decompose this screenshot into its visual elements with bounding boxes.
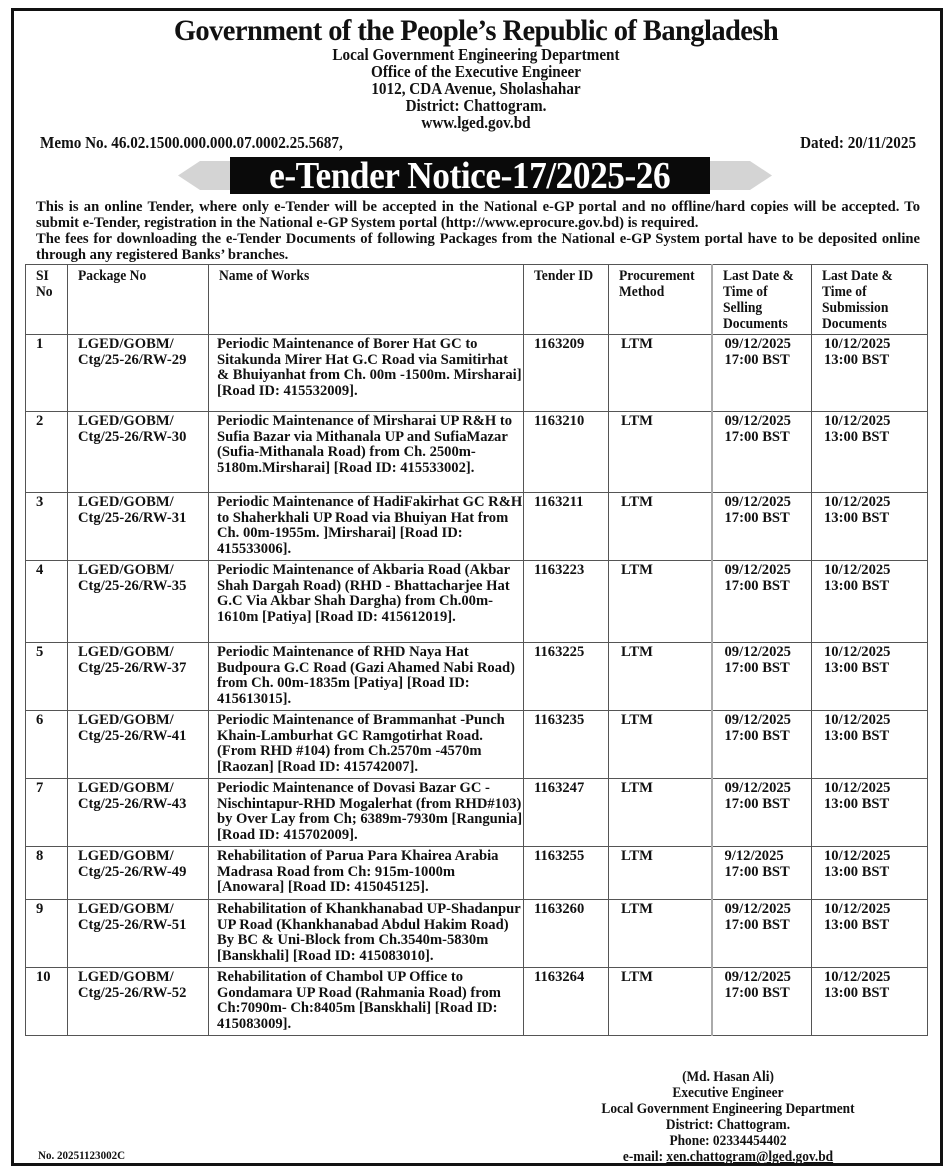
cell-name-of-works-text: Periodic Maintenance of Akbaria Road (Akbar Shah Dargah Road) (RHD - Bhattacharjee Hat G.C Via Akbar Shah Dargha) from Ch.00m-1610m [Patiya] [Road ID: 415612019]. [217, 562, 510, 625]
cell-package-no-text: LGED/GOBM/ [78, 969, 174, 985]
cell-sl-no-text: 1 [36, 336, 44, 352]
cell-package-no [68, 561, 209, 643]
cell-submission-deadline [812, 900, 928, 968]
table-row [26, 412, 928, 493]
intro-text [36, 199, 920, 263]
cell-procurement-method [609, 779, 712, 847]
cell-package-no [68, 711, 209, 779]
cell-submission-deadline-text: 10/12/2025 [824, 562, 891, 578]
signatory-phone: Phone: 02334454402 [669, 1133, 787, 1149]
cell-selling-deadline [712, 335, 812, 412]
cell-submission-deadline [812, 493, 928, 561]
cell-selling-deadline-text: 09/12/2025 [724, 413, 791, 429]
cell-package-no-text: Ctg/25-26/RW-51 [78, 916, 187, 933]
cell-submission-deadline [812, 968, 928, 1036]
cell-package-no-text: Ctg/25-26/RW-31 [78, 509, 187, 526]
cell-name-of-works [209, 412, 524, 493]
cell-sl-no-text: 7 [36, 780, 44, 796]
table-row [26, 968, 928, 1036]
cell-package-no-text: Ctg/25-26/RW-41 [78, 727, 187, 744]
cell-submission-deadline [812, 561, 928, 643]
cell-tender-id-text: 1163255 [534, 848, 585, 864]
cell-package-no-text: LGED/GOBM/ [78, 901, 174, 917]
cell-submission-deadline-text: 10/12/2025 [824, 969, 891, 985]
cell-sl-no-text: 4 [36, 562, 44, 578]
cell-sl-no [26, 493, 68, 561]
government-title: Government of the People’s Republic of Bangladesh [173, 14, 779, 47]
cell-selling-deadline-text: 09/12/2025 [724, 494, 791, 510]
cell-package-no [68, 900, 209, 968]
cell-selling-deadline-text: 17:00 BST [724, 577, 790, 594]
cell-submission-deadline-text: 13:00 BST [824, 351, 890, 368]
cell-selling-deadline [712, 493, 812, 561]
cell-package-no-text: Ctg/25-26/RW-29 [78, 351, 187, 368]
cell-sl-no-text: 5 [36, 644, 44, 660]
cell-procurement-method [609, 561, 712, 643]
cell-package-no [68, 643, 209, 711]
cell-package-no-text: Ctg/25-26/RW-35 [78, 577, 187, 594]
cell-name-of-works-text: Rehabilitation of Parua Para Khairea Arabia Madrasa Road from Ch: 915m-1000m [Anowara] [Road ID: 415045125]. [217, 848, 499, 895]
cell-sl-no-text: 3 [36, 494, 44, 510]
office-district: District: Chattogram. [405, 96, 547, 115]
tender-table [25, 264, 928, 1036]
cell-selling-deadline-text: 09/12/2025 [724, 901, 791, 917]
cell-submission-deadline-text: 13:00 BST [824, 659, 890, 676]
cell-package-no-text: LGED/GOBM/ [78, 336, 174, 352]
cell-tender-id [524, 711, 609, 779]
header-tender-id: Tender ID [524, 265, 609, 335]
cell-selling-deadline-text: 09/12/2025 [724, 562, 791, 578]
cell-package-no-text: LGED/GOBM/ [78, 712, 174, 728]
signatory-name: (Md. Hasan Ali) [682, 1069, 774, 1085]
cell-submission-deadline [812, 711, 928, 779]
cell-name-of-works-text: Periodic Maintenance of Brammanhat -Punch Khain-Lamburhat GC Ramgotirhat Road. (From RHD #104) from Ch.2570m -4570m [Raozan] [Road ID: 415742007]. [217, 712, 505, 775]
cell-name-of-works [209, 900, 524, 968]
cell-submission-deadline-text: 13:00 BST [824, 428, 890, 445]
cell-tender-id-text: 1163225 [534, 644, 585, 660]
table-row [26, 847, 928, 900]
cell-selling-deadline-text: 09/12/2025 [724, 712, 791, 728]
cell-tender-id-text: 1163223 [534, 562, 585, 578]
cell-submission-deadline-text: 13:00 BST [824, 863, 890, 880]
cell-procurement-method-text: LTM [621, 494, 653, 510]
cell-selling-deadline [712, 711, 812, 779]
cell-sl-no [26, 335, 68, 412]
signatory-email-line [572, 1149, 884, 1165]
cell-selling-deadline-text: 17:00 BST [724, 795, 790, 812]
cell-sl-no [26, 900, 68, 968]
cell-tender-id [524, 968, 609, 1036]
cell-name-of-works-text: Periodic Maintenance of RHD Naya Hat Budpoura G.C Road (Gazi Ahamed Nabi Road) from Ch. 00m-1835m [Patiya] [Road ID: 415613015]. [217, 644, 516, 707]
cell-package-no-text: Ctg/25-26/RW-43 [78, 795, 187, 812]
cell-selling-deadline [712, 412, 812, 493]
cell-package-no-text: LGED/GOBM/ [78, 562, 174, 578]
memo-number: Memo No. 46.02.1500.000.000.07.0002.25.5687, [40, 133, 343, 152]
cell-sl-no [26, 412, 68, 493]
cell-sl-no-text: 10 [36, 969, 51, 985]
footer-number: No. 20251123002C [38, 1148, 126, 1162]
cell-procurement-method-text: LTM [621, 562, 653, 578]
cell-procurement-method-text: LTM [621, 969, 653, 985]
cell-sl-no [26, 779, 68, 847]
signature-block [560, 1069, 896, 1165]
intro-paragraph-2: The fees for downloading the e-Tender Documents of following Packages from the National e-GP System portal have to be deposited online through any registered Banks’ branches. [36, 231, 920, 263]
cell-submission-deadline-text: 13:00 BST [824, 577, 890, 594]
cell-sl-no [26, 561, 68, 643]
cell-submission-deadline [812, 412, 928, 493]
cell-submission-deadline [812, 335, 928, 412]
cell-package-no-text: Ctg/25-26/RW-37 [78, 659, 187, 676]
header-sl-no: SI No [26, 265, 68, 335]
cell-submission-deadline [812, 779, 928, 847]
cell-tender-id [524, 335, 609, 412]
cell-package-no [68, 847, 209, 900]
header-submission-deadline: Last Date & Time of Submission Documents [812, 265, 928, 335]
cell-procurement-method [609, 968, 712, 1036]
cell-sl-no [26, 968, 68, 1036]
cell-package-no [68, 493, 209, 561]
cell-procurement-method-text: LTM [621, 336, 653, 352]
cell-procurement-method [609, 412, 712, 493]
cell-selling-deadline-text: 09/12/2025 [724, 336, 791, 352]
cell-package-no-text: LGED/GOBM/ [78, 413, 174, 429]
cell-package-no [68, 968, 209, 1036]
office-name: Office of the Executive Engineer [371, 62, 581, 81]
cell-name-of-works-text: Periodic Maintenance of Mirsharai UP R&H to Sufia Bazar via Mithanala UP and SufiaMazar (Sufia-Mithanala Road) from Ch. 2500m-5180m.Mirsharai] [Road ID: 415533002]. [217, 413, 513, 476]
cell-name-of-works-text: Rehabilitation of Chambol UP Office to Gondamara UP Road (Rahmania Road) from Ch:7090m- Ch:8405m [Banskhali] [Road ID: 415083009]. [217, 969, 501, 1032]
table-row [26, 900, 928, 968]
cell-sl-no [26, 847, 68, 900]
header-procurement-method: Procurement Method [609, 265, 712, 335]
cell-selling-deadline-text: 17:00 BST [724, 727, 790, 744]
cell-name-of-works [209, 493, 524, 561]
table-header-row [26, 265, 928, 335]
cell-name-of-works [209, 561, 524, 643]
cell-submission-deadline-text: 13:00 BST [824, 727, 890, 744]
cell-selling-deadline-text: 17:00 BST [724, 509, 790, 526]
cell-submission-deadline-text: 10/12/2025 [824, 494, 891, 510]
cell-submission-deadline-text: 13:00 BST [824, 916, 890, 933]
table-row [26, 561, 928, 643]
cell-name-of-works-text: Periodic Maintenance of Borer Hat GC to Sitakunda Mirer Hat G.C Road via Samitirhat & Bhuiyanhat from Ch. 00m -1500m. Mirsharai] [Road ID: 415532009]. [217, 336, 522, 399]
cell-submission-deadline-text: 13:00 BST [824, 795, 890, 812]
cell-procurement-method-text: LTM [621, 712, 653, 728]
cell-tender-id [524, 412, 609, 493]
cell-selling-deadline-text: 17:00 BST [724, 351, 790, 368]
cell-name-of-works [209, 643, 524, 711]
cell-selling-deadline-text: 09/12/2025 [724, 780, 791, 796]
cell-selling-deadline-text: 09/12/2025 [724, 644, 791, 660]
cell-name-of-works [209, 779, 524, 847]
cell-procurement-method-text: LTM [621, 780, 653, 796]
cell-tender-id [524, 643, 609, 711]
cell-name-of-works [209, 711, 524, 779]
header-name-of-works: Name of Works [209, 265, 524, 335]
cell-tender-id [524, 561, 609, 643]
cell-procurement-method-text: LTM [621, 848, 653, 864]
cell-package-no-text: Ctg/25-26/RW-52 [78, 984, 187, 1001]
cell-selling-deadline-text: 9/12/2025 [724, 848, 784, 864]
cell-package-no-text: LGED/GOBM/ [78, 494, 174, 510]
cell-submission-deadline-text: 10/12/2025 [824, 780, 891, 796]
office-address: 1012, CDA Avenue, Sholashahar [371, 79, 581, 98]
cell-selling-deadline-text: 17:00 BST [724, 428, 790, 445]
header-selling-deadline: Last Date & Time of Selling Documents [712, 265, 812, 335]
cell-submission-deadline-text: 10/12/2025 [824, 413, 891, 429]
cell-procurement-method [609, 335, 712, 412]
table-row [26, 779, 928, 847]
cell-submission-deadline [812, 847, 928, 900]
cell-selling-deadline [712, 643, 812, 711]
cell-name-of-works [209, 847, 524, 900]
signatory-department: Local Government Engineering Department [601, 1101, 855, 1117]
cell-procurement-method [609, 900, 712, 968]
signatory-district: District: Chattogram. [665, 1117, 791, 1133]
cell-procurement-method [609, 711, 712, 779]
cell-package-no [68, 412, 209, 493]
cell-sl-no-text: 6 [36, 712, 44, 728]
email-link[interactable]: xen.chattogram@lged.gov.bd [666, 1149, 834, 1165]
cell-procurement-method-text: LTM [621, 644, 653, 660]
cell-package-no [68, 779, 209, 847]
cell-submission-deadline-text: 13:00 BST [824, 509, 890, 526]
banner-title-box [230, 155, 710, 197]
cell-tender-id-text: 1163209 [534, 336, 585, 352]
cell-tender-id-text: 1163235 [534, 712, 585, 728]
cell-package-no-text: Ctg/25-26/RW-49 [78, 863, 187, 880]
cell-package-no-text: LGED/GOBM/ [78, 780, 174, 796]
cell-submission-deadline-text: 10/12/2025 [824, 848, 891, 864]
cell-package-no-text: Ctg/25-26/RW-30 [78, 428, 187, 445]
cell-selling-deadline [712, 561, 812, 643]
cell-name-of-works-text: Periodic Maintenance of Dovasi Bazar GC -Nischintapur-RHD Mogalerhat (from RHD#103) by Over Lay from Ch; 6389m-7930m [Rangunia] [Road ID: 415702009]. [217, 780, 523, 843]
cell-selling-deadline-text: 17:00 BST [724, 863, 790, 880]
cell-procurement-method [609, 643, 712, 711]
cell-tender-id-text: 1163210 [534, 413, 585, 429]
cell-procurement-method [609, 493, 712, 561]
cell-procurement-method [609, 847, 712, 900]
table-row [26, 643, 928, 711]
cell-selling-deadline-text: 09/12/2025 [724, 969, 791, 985]
cell-selling-deadline [712, 968, 812, 1036]
table-row [26, 711, 928, 779]
cell-package-no-text: LGED/GOBM/ [78, 644, 174, 660]
cell-tender-id [524, 900, 609, 968]
cell-selling-deadline [712, 779, 812, 847]
cell-sl-no-text: 9 [36, 901, 44, 917]
email-label: e-mail: [622, 1149, 667, 1165]
cell-submission-deadline-text: 10/12/2025 [824, 336, 891, 352]
cell-selling-deadline [712, 847, 812, 900]
intro-paragraph-1: This is an online Tender, where only e-Tender will be accepted in the National e-GP portal and no offline/hard copies will be accepted. To submit e-Tender, registration in the National e-GP System portal (http://www.eprocure.gov.bd) is required. [36, 199, 920, 231]
cell-selling-deadline-text: 17:00 BST [724, 916, 790, 933]
header-package-no: Package No [68, 265, 209, 335]
cell-sl-no [26, 643, 68, 711]
cell-tender-id-text: 1163264 [534, 969, 585, 985]
cell-submission-deadline [812, 643, 928, 711]
cell-tender-id-text: 1163247 [534, 780, 585, 796]
cell-sl-no-text: 8 [36, 848, 44, 864]
cell-name-of-works [209, 335, 524, 412]
department-name: Local Government Engineering Department [332, 45, 620, 64]
cell-tender-id [524, 493, 609, 561]
cell-tender-id-text: 1163260 [534, 901, 585, 917]
cell-tender-id-text: 1163211 [534, 494, 584, 510]
cell-submission-deadline-text: 10/12/2025 [824, 901, 891, 917]
cell-name-of-works-text: Rehabilitation of Khankhanabad UP-Shadanpur UP Road (Khankhanabad Abdul Hakim Road) By BC & Uni-Block from Ch.3540m-5830m [Banskhali] [Road ID: 415083010]. [217, 901, 521, 964]
website-link[interactable]: www.lged.gov.bd [421, 113, 531, 132]
notice-date: Dated: 20/11/2025 [800, 133, 916, 152]
cell-package-no [68, 335, 209, 412]
cell-submission-deadline-text: 10/12/2025 [824, 644, 891, 660]
cell-procurement-method-text: LTM [621, 901, 653, 917]
cell-procurement-method-text: LTM [621, 413, 653, 429]
notice-banner [178, 155, 772, 197]
signatory-designation: Executive Engineer [672, 1085, 784, 1101]
cell-package-no-text: LGED/GOBM/ [78, 848, 174, 864]
table-row [26, 335, 928, 412]
cell-submission-deadline-text: 10/12/2025 [824, 712, 891, 728]
cell-submission-deadline-text: 13:00 BST [824, 984, 890, 1001]
cell-tender-id [524, 779, 609, 847]
cell-sl-no [26, 711, 68, 779]
banner-title: e-Tender Notice-17/2025-26 [269, 155, 671, 197]
table-row [26, 493, 928, 561]
cell-name-of-works-text: Periodic Maintenance of HadiFakirhat GC R&H to Shaherkhali UP Road via Bhuiyan Hat from Ch. 00m-1955m. ]Mirsharai] [Road ID: 415533006]. [217, 494, 523, 557]
cell-tender-id [524, 847, 609, 900]
cell-selling-deadline-text: 17:00 BST [724, 984, 790, 1001]
cell-name-of-works [209, 968, 524, 1036]
cell-sl-no-text: 2 [36, 413, 44, 429]
cell-selling-deadline [712, 900, 812, 968]
cell-selling-deadline-text: 17:00 BST [724, 659, 790, 676]
